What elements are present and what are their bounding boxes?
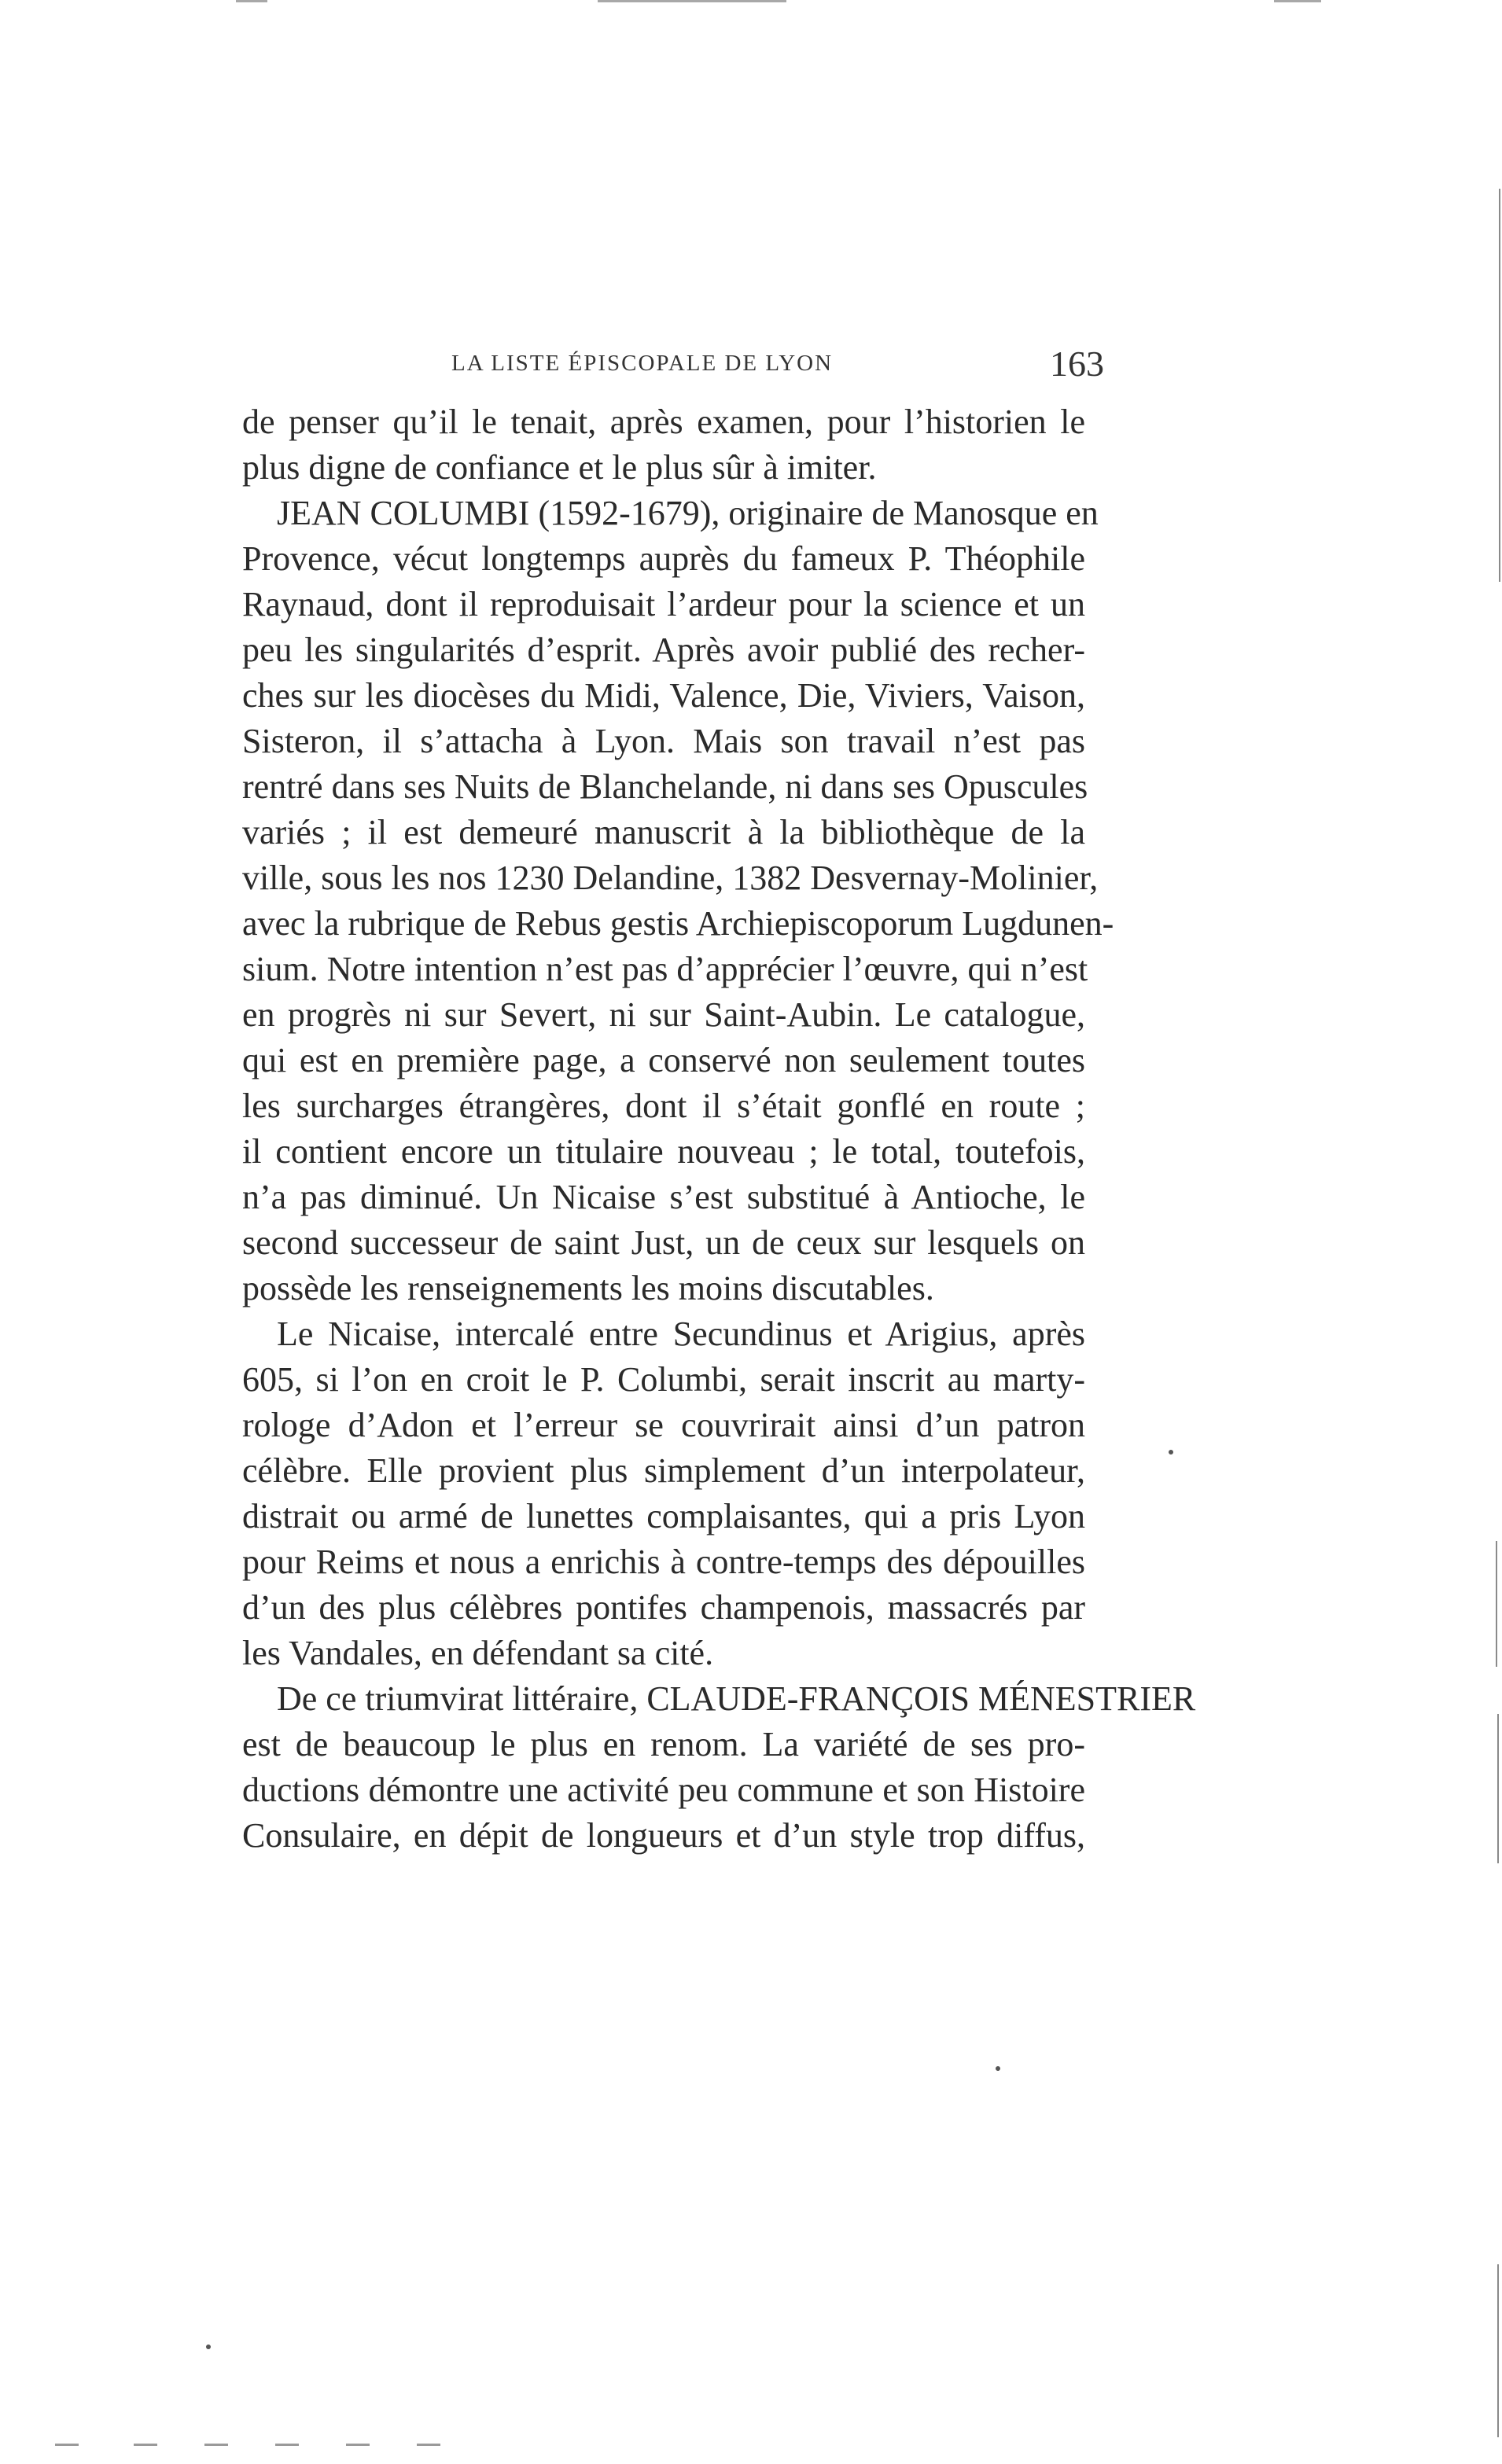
scan-speck (996, 2066, 1000, 2071)
scan-edge-line (1497, 2264, 1499, 2437)
text-line: pour Reims et nous a enrichis à contre-temps des dépouilles (242, 1543, 1085, 1581)
text-line: peu les singularités d’esprit. Après avoir publié des recher- (242, 631, 1085, 669)
text-line: qui est en première page, a conservé non seulement toutes (242, 1041, 1085, 1079)
text-line: sium. Notre intention n’est pas d’apprécier l’œuvre, qui n’est (242, 950, 1088, 988)
text-line: Raynaud, dont il reproduisait l’ardeur pour la science et un (242, 585, 1085, 623)
scan-bottom-dash (204, 2444, 228, 2446)
text-line: 605, si l’on en croit le P. Columbi, serait inscrit au marty- (242, 1360, 1085, 1399)
text-line: second successeur de saint Just, un de ceux sur lesquels on (242, 1223, 1085, 1262)
text-line: Sisteron, il s’attacha à Lyon. Mais son travail n’est pas (242, 722, 1085, 760)
text-line: il contient encore un titulaire nouveau ; le total, toutefois, (242, 1132, 1085, 1171)
page-header (451, 343, 1104, 390)
text-line: Le Nicaise, intercalé entre Secundinus et Arigius, après (277, 1315, 1085, 1353)
scan-top-rule (598, 0, 786, 2)
text-line: plus digne de confiance et le plus sûr à imiter. (242, 448, 877, 487)
text-line: Provence, vécut longtemps auprès du fameux P. Théophile (242, 539, 1085, 578)
text-line: est de beaucoup le plus en renom. La variété de ses pro- (242, 1725, 1085, 1763)
text-line: n’a pas diminué. Un Nicaise s’est substitué à Antioche, le (242, 1178, 1085, 1216)
scan-edge-line (1499, 189, 1500, 582)
text-line: ches sur les diocèses du Midi, Valence, Die, Viviers, Vaison, (242, 676, 1085, 715)
scan-bottom-dash (55, 2444, 79, 2446)
scan-edge-line (1496, 1541, 1497, 1667)
text-line: ductions démontre une activité peu commune et son Histoire (242, 1771, 1085, 1809)
scan-bottom-dash (134, 2444, 157, 2446)
text-line: avec la rubrique de Rebus gestis Archiepiscoporum Lugdunen- (242, 904, 1114, 943)
text-line: célèbre. Elle provient plus simplement d’un interpolateur, (242, 1451, 1085, 1490)
text-line: variés ; il est demeuré manuscrit à la bibliothèque de la (242, 813, 1085, 851)
scan-bottom-dash (275, 2444, 299, 2446)
scan-edge-line (1497, 1714, 1499, 1863)
text-line: Consulaire, en dépit de longueurs et d’un style trop diffus, (242, 1816, 1085, 1855)
text-line: rentré dans ses Nuits de Blanchelande, ni dans ses Opuscules (242, 767, 1088, 806)
text-line: possède les renseignements les moins discutables. (242, 1269, 934, 1307)
text-line: d’un des plus célèbres pontifes champenois, massacrés par (242, 1588, 1085, 1627)
body-text (242, 399, 1196, 1859)
text-line: ville, sous les nos 1230 Delandine, 1382 Desvernay-Molinier, (242, 859, 1099, 897)
running-title: LA LISTE ÉPISCOPALE DE LYON (451, 351, 834, 376)
text-line: les Vandales, en défendant sa cité. (242, 1634, 714, 1672)
text-line: de penser qu’il le tenait, après examen, pour l’historien le (242, 403, 1085, 441)
text-line: les surcharges étrangères, dont il s’était gonflé en route ; (242, 1087, 1085, 1125)
text-line: en progrès ni sur Severt, ni sur Saint-Aubin. Le catalogue, (242, 995, 1085, 1034)
scan-bottom-dash (417, 2444, 440, 2446)
text-line: rologe d’Adon et l’erreur se couvrirait ainsi d’un patron (242, 1406, 1085, 1444)
scan-speck (1169, 1450, 1173, 1454)
text-line: JEAN COLUMBI (1592-1679), originaire de Manosque en (277, 494, 1099, 532)
scan-right-edge (1471, 0, 1502, 2464)
scan-top-rule (236, 0, 267, 2)
scan-top-rule (1274, 0, 1321, 2)
text-line: distrait ou armé de lunettes complaisantes, qui a pris Lyon (242, 1497, 1085, 1535)
scan-speck (206, 2344, 211, 2349)
scan-bottom-dash (346, 2444, 370, 2446)
page-number: 163 (1050, 344, 1104, 384)
text-line: De ce triumvirat littéraire, CLAUDE-FRANÇOIS MÉNESTRIER (277, 1679, 1196, 1718)
